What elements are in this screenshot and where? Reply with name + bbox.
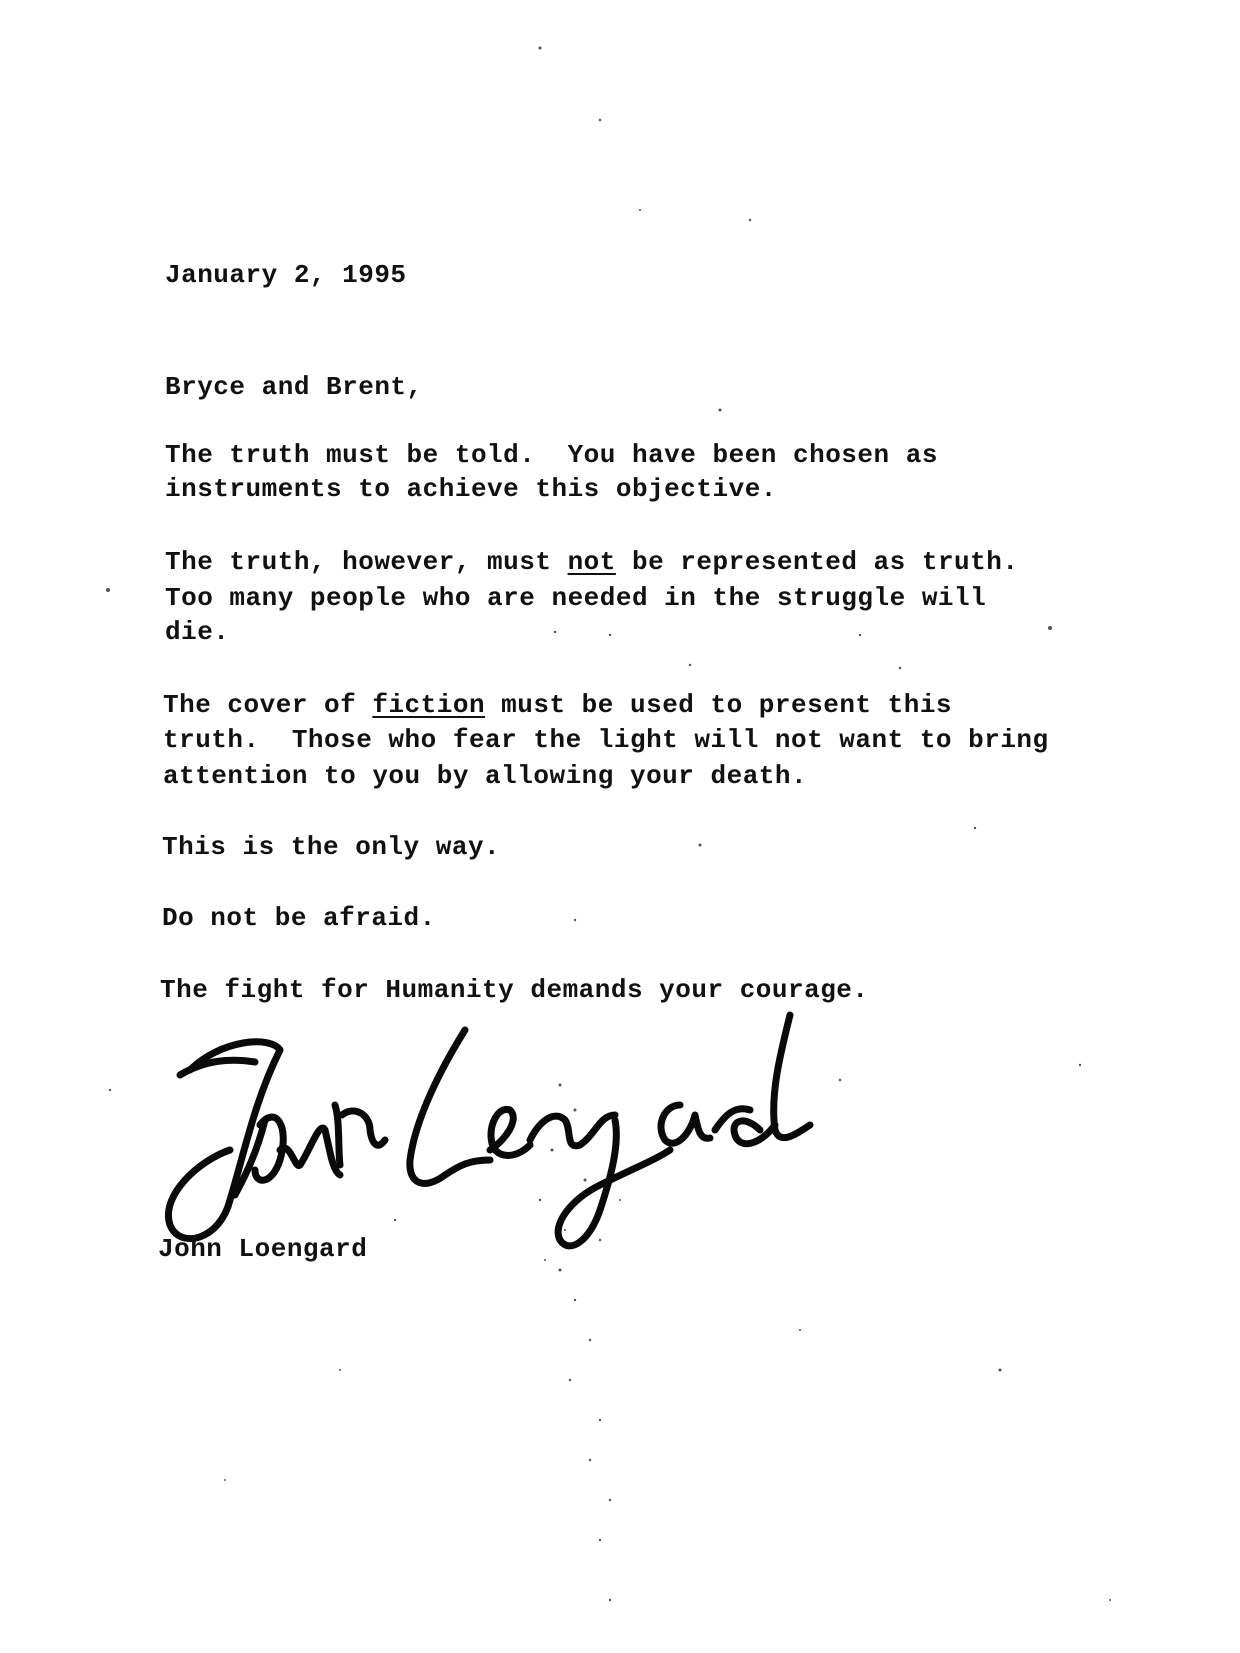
paragraph-2-line-1 [165,545,1018,579]
signature-text: John Loengard [160,1010,168,1011]
letter-date: January 2, 1995 [165,260,407,290]
salutation: Bryce and Brent, [165,372,423,402]
emphasis-not: not [567,547,616,577]
paragraph-3-line-2: truth. Those who fear the light will not want to bring [163,725,1049,755]
paragraph-4: This is the only way. [162,832,501,862]
paragraph-3-line-3: attention to you by allowing your death. [163,761,808,791]
paragraph-2-line-3: die. [165,617,230,647]
paragraph-1-line-2: instruments to achieve this objective. [165,474,777,504]
paragraph-5: Do not be afraid. [162,903,436,933]
paragraph-2-line-1-start: The truth, however, must [165,547,568,577]
paragraph-6: The fight for Humanity demands your courage. [160,975,869,1005]
paragraph-2-line-2: Too many people who are needed in the struggle will [165,583,987,613]
paragraph-2-line-1-end: be represented as truth. [615,547,1019,577]
emphasis-fiction: fiction [372,690,486,720]
signer-name: John Loengard [158,1234,368,1264]
paragraph-3-line-1-start: The cover of [163,690,373,720]
paragraph-1-line-1: The truth must be told. You have been chosen as [165,440,938,470]
paragraph-3-line-1 [163,688,952,722]
paragraph-3-line-1-end: must be used to present this [485,690,953,720]
